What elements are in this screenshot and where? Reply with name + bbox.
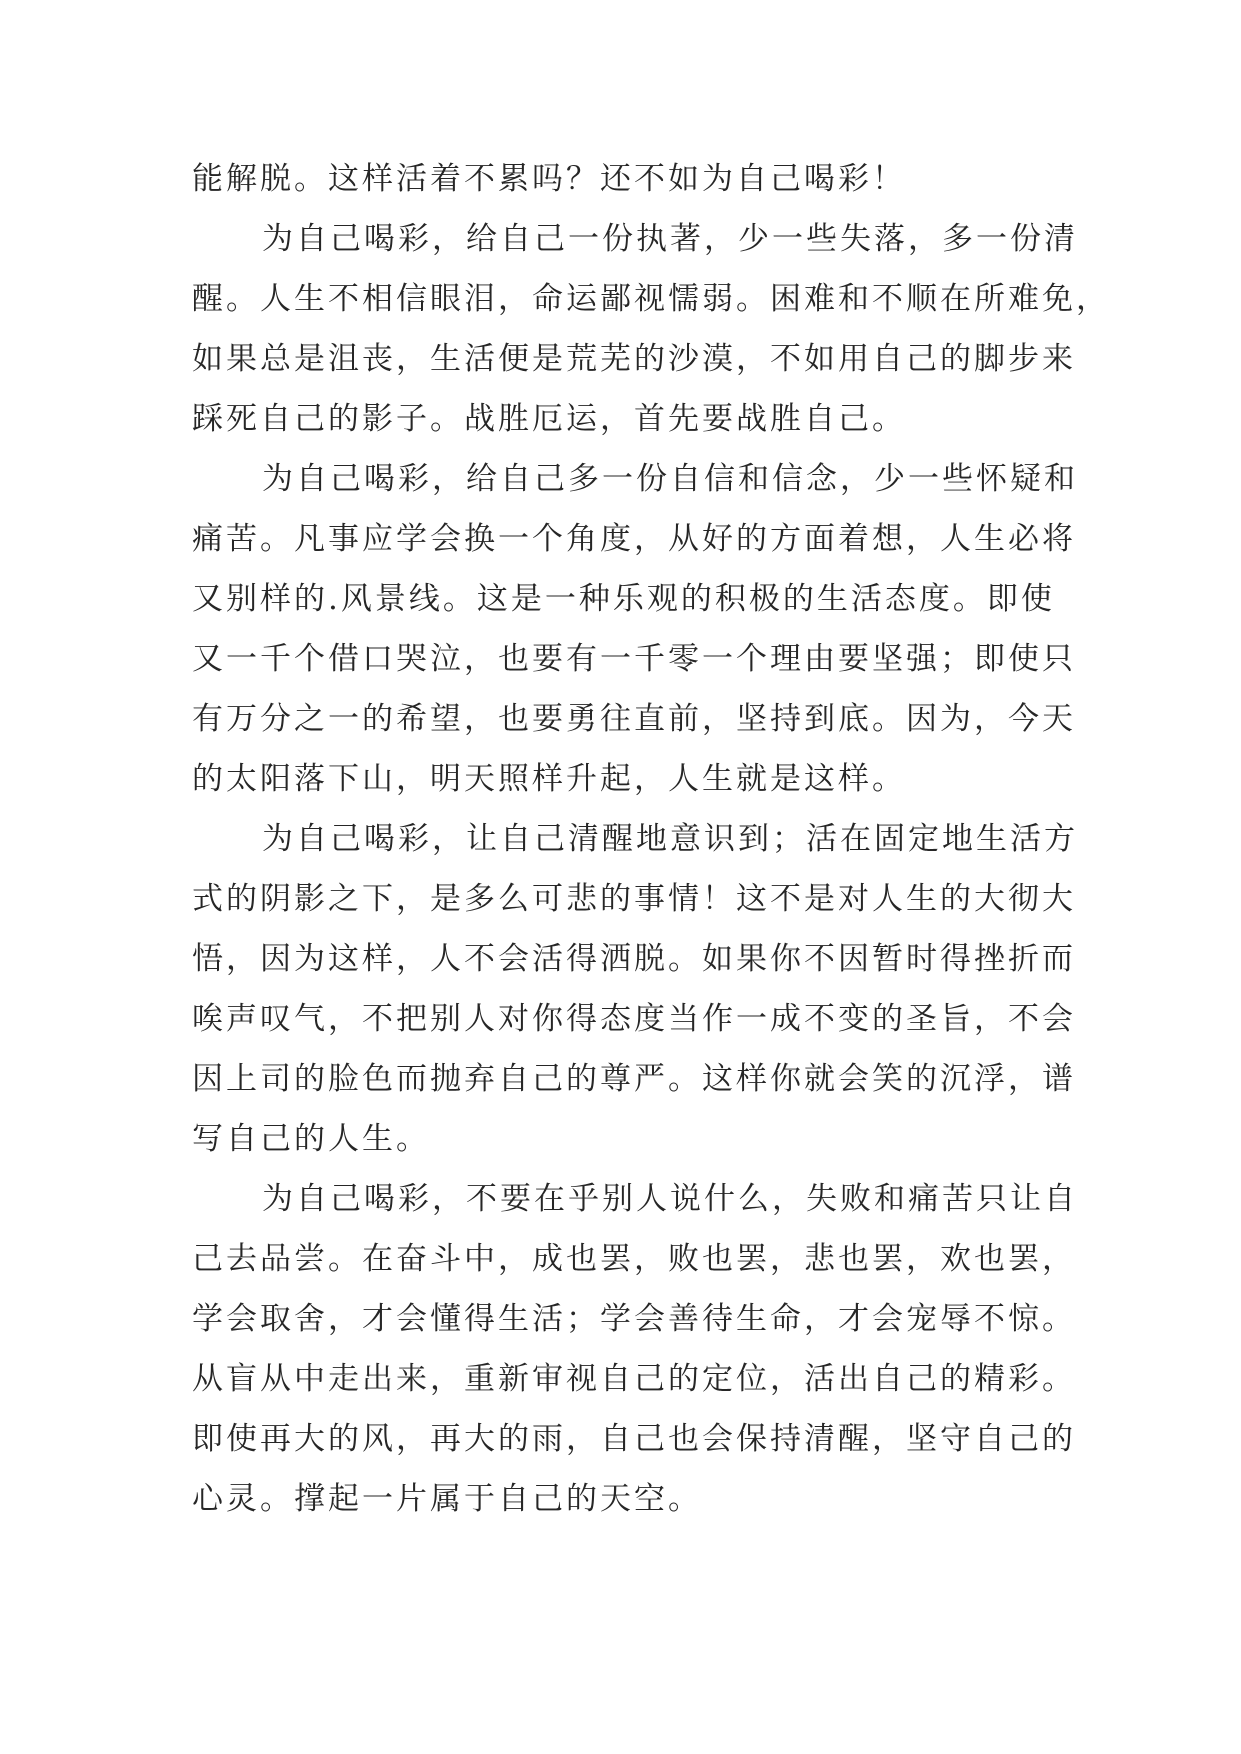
- text-line: 有万分之一的希望，也要勇往直前，坚持到底。因为，今天: [192, 701, 1076, 737]
- text-line: 因上司的脸色而抛弃自己的尊严。这样你就会笑的沉浮，谱: [192, 1061, 1076, 1097]
- paragraph: [192, 1169, 1078, 1529]
- text-line: 心灵。撑起一片属于自己的天空。: [192, 1481, 702, 1517]
- text-line: 为自己喝彩，不要在乎别人说什么，失败和痛苦只让自: [262, 1181, 1078, 1217]
- paragraph: [192, 209, 1110, 449]
- text-line: 写自己的人生。: [192, 1121, 430, 1157]
- text-line: 的太阳落下山，明天照样升起，人生就是这样。: [192, 761, 906, 797]
- paragraph: [192, 449, 1078, 809]
- text-line: 悟，因为这样，人不会活得洒脱。如果你不因暂时得挫折而: [192, 941, 1076, 977]
- text-line: 为自己喝彩，给自己多一份自信和信念，少一些怀疑和: [262, 461, 1078, 497]
- text-line: 学会取舍，才会懂得生活；学会善待生命，才会宠辱不惊。: [192, 1301, 1076, 1337]
- text-line: 如果总是沮丧，生活便是荒芜的沙漠，不如用自己的脚步来: [192, 341, 1076, 377]
- text-line: 式的阴影之下，是多么可悲的事情！这不是对人生的大彻大: [192, 881, 1076, 917]
- paragraph: [192, 809, 1078, 1169]
- text-line: 从盲从中走出来，重新审视自己的定位，活出自己的精彩。: [192, 1361, 1076, 1397]
- document-body: [192, 149, 1110, 1529]
- text-line: 能解脱。这样活着不累吗？还不如为自己喝彩！: [192, 161, 906, 197]
- paragraph: [192, 149, 1052, 209]
- text-line: 痛苦。凡事应学会换一个角度，从好的方面着想，人生必将: [192, 521, 1076, 557]
- text-line: 即使再大的风，再大的雨，自己也会保持清醒，坚守自己的: [192, 1421, 1076, 1457]
- text-line: 为自己喝彩，给自己一份执著，少一些失落，多一份清: [262, 221, 1078, 257]
- text-line: 又一千个借口哭泣，也要有一千零一个理由要坚强；即使只: [192, 641, 1076, 677]
- text-line: 醒。人生不相信眼泪，命运鄙视懦弱。困难和不顺在所难免，: [192, 281, 1110, 317]
- text-line: 为自己喝彩，让自己清醒地意识到；活在固定地生活方: [262, 821, 1078, 857]
- text-line: 又别样的.风景线。这是一种乐观的积极的生活态度。即使: [192, 581, 1055, 617]
- text-line: 踩死自己的影子。战胜厄运，首先要战胜自己。: [192, 401, 906, 437]
- text-line: 己去品尝。在奋斗中，成也罢，败也罢，悲也罢，欢也罢，: [192, 1241, 1076, 1277]
- text-line: 唉声叹气，不把别人对你得态度当作一成不变的圣旨，不会: [192, 1001, 1076, 1037]
